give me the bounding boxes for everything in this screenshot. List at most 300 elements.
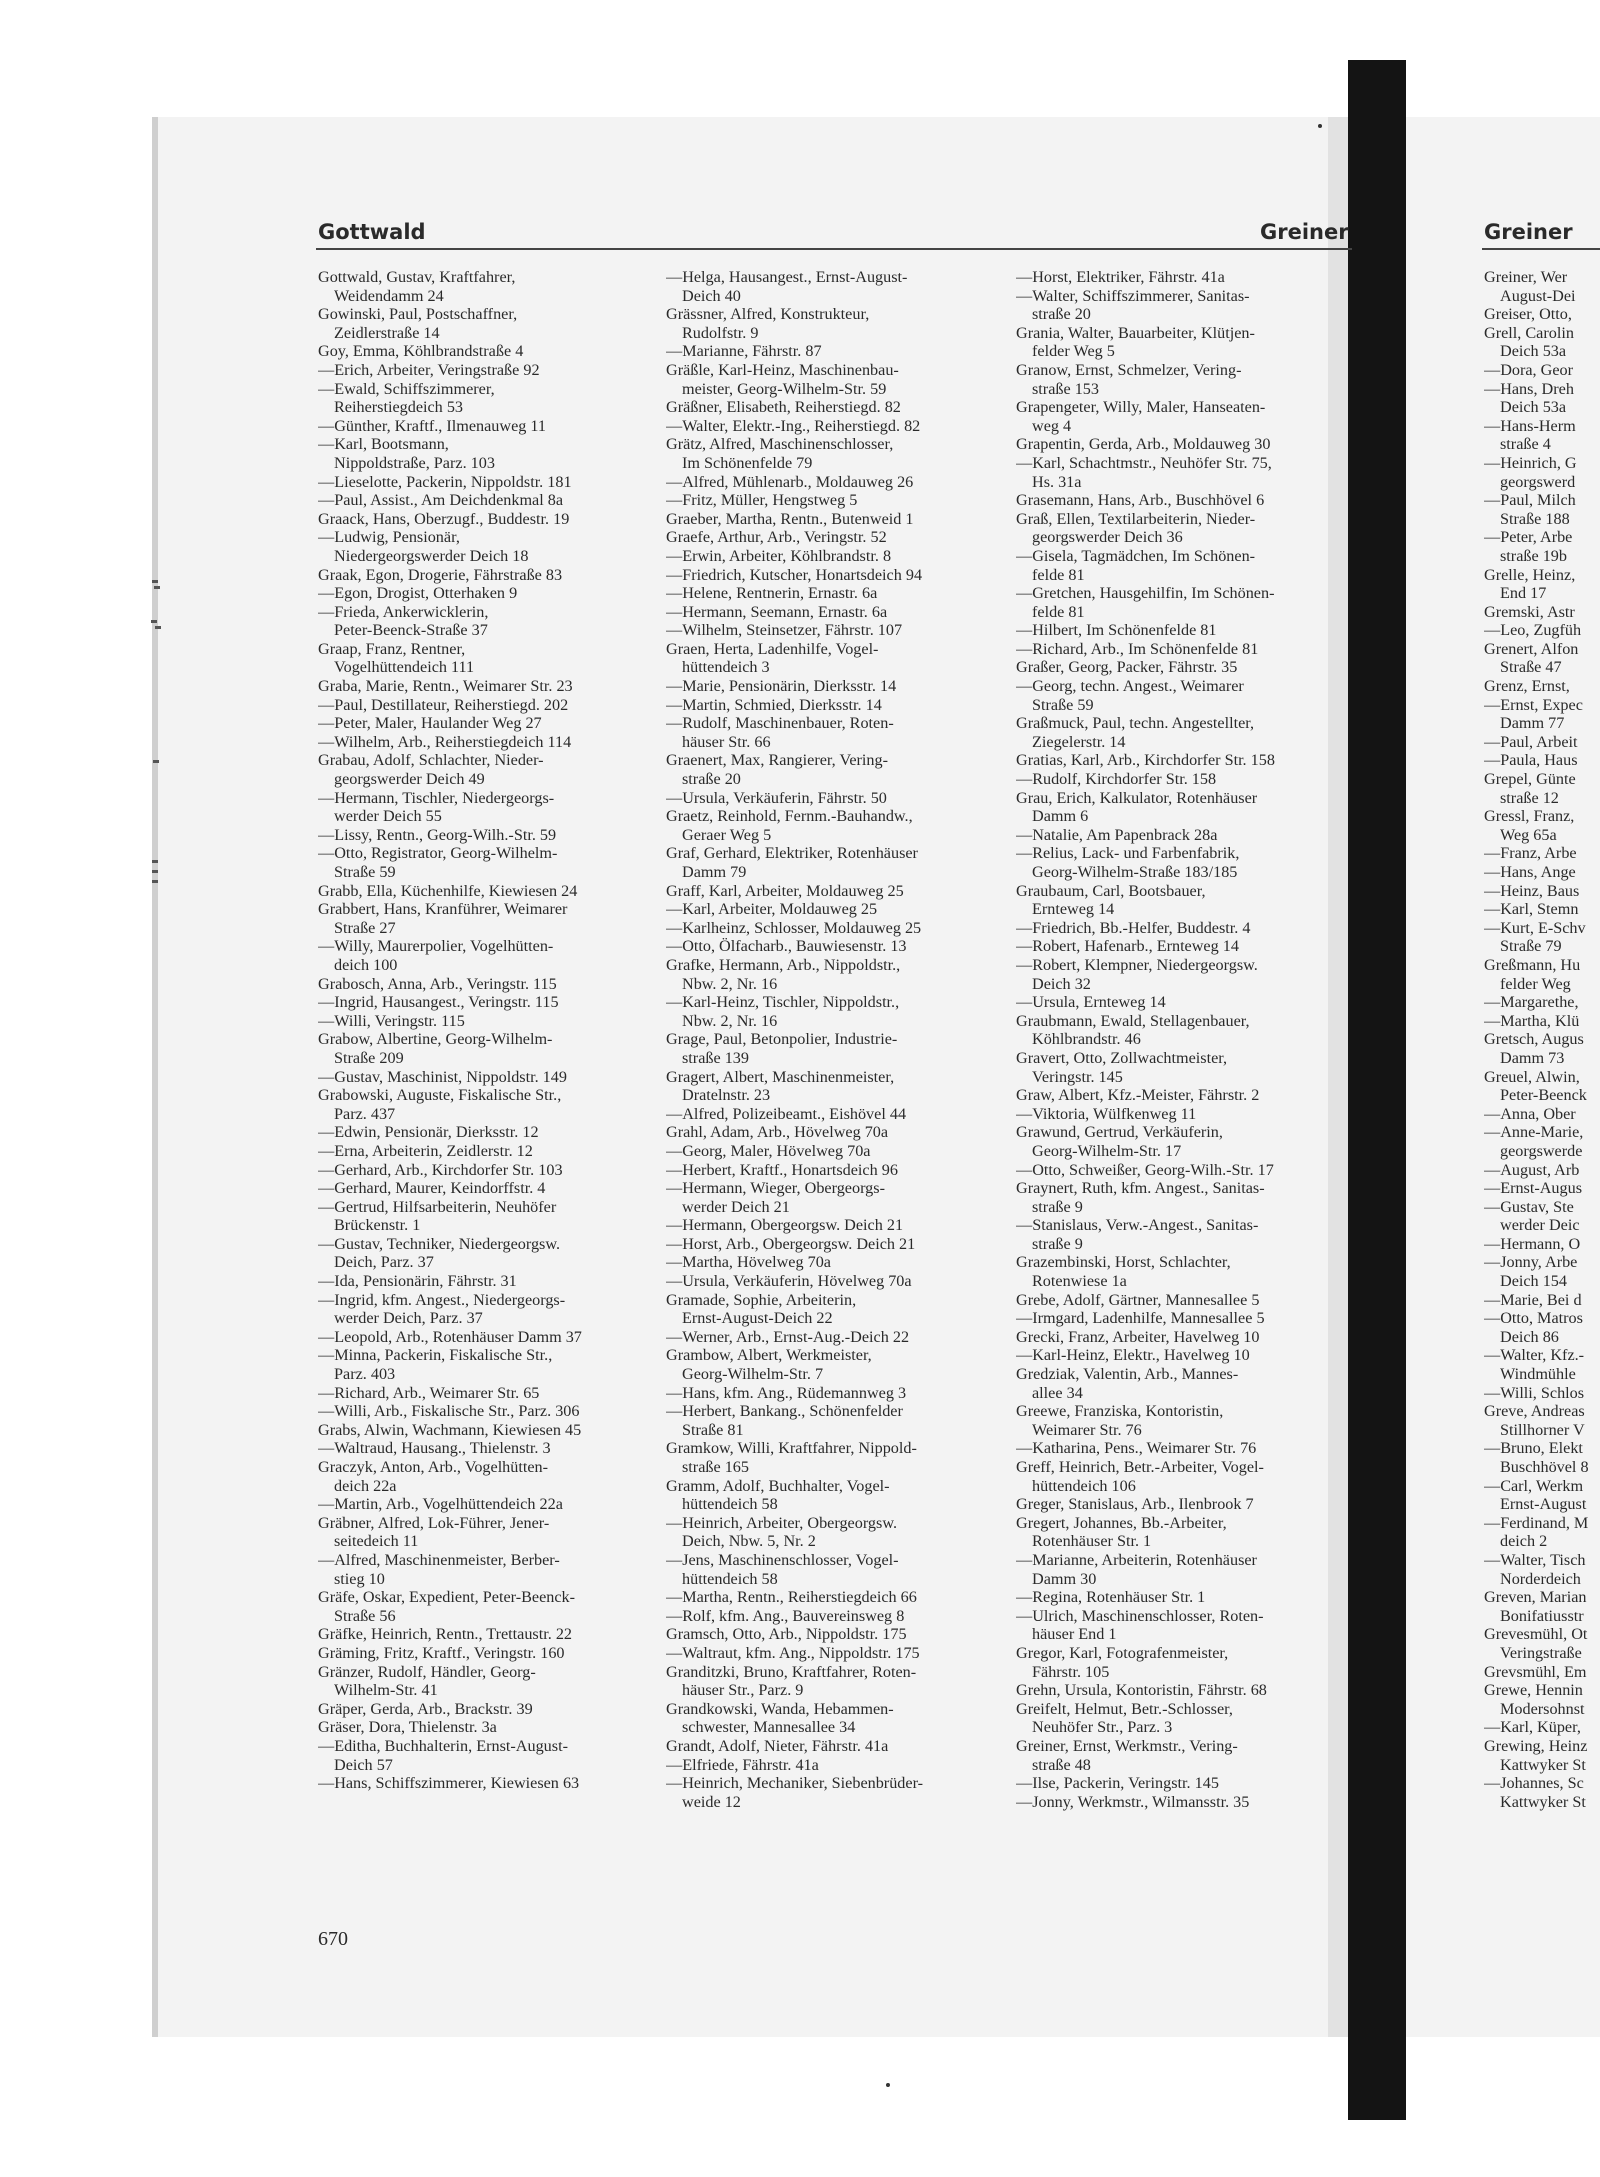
directory-entry: —Paul, Assist., Am Deichdenkmal 8a [318,491,564,510]
entry-continuation: georgswerder Deich 36 [1032,528,1183,547]
directory-entry: —Walter, Tisch [1484,1550,1586,1569]
directory-entry: —Ursula, Verkäuferin, Hövelweg 70a [666,1272,912,1291]
directory-entry: Grabowski, Auguste, Fiskalische Str., [318,1086,562,1105]
entry-continuation: Weidendamm 24 [334,286,444,305]
directory-entry: —Erich, Arbeiter, Veringstraße 92 [318,360,540,379]
entry-continuation: Deich 53a [1500,342,1567,361]
directory-entry: Grabau, Adolf, Schlachter, Nieder- [318,751,544,770]
directory-entry: Gregert, Johannes, Bb.-Arbeiter, [1016,1513,1227,1532]
directory-entry: Grewe, Hennin [1484,1681,1583,1700]
directory-entry: Grabb, Ella, Küchenhilfe, Kiewiesen 24 [318,881,578,900]
directory-entry: —Otto, Ölfacharb., Bauwiesenstr. 13 [666,937,907,956]
directory-entry: Grasemann, Hans, Arb., Buschhövel 6 [1016,491,1265,510]
directory-entry: —Gerhard, Maurer, Keindorffstr. 4 [318,1179,546,1198]
entry-continuation: Brückenstr. 1 [334,1216,421,1235]
directory-column-2 [666,268,1008,1811]
directory-entry: —Ida, Pensionärin, Fährstr. 31 [318,1272,517,1291]
directory-entry: —Jonny, Arbe [1484,1253,1578,1272]
directory-entry: Grawund, Gertrud, Verkäuferin, [1016,1123,1223,1142]
entry-continuation: Parz. 437 [334,1104,396,1123]
directory-entry: Grebe, Adolf, Gärtner, Mannesallee 5 [1016,1290,1260,1309]
entry-continuation: stieg 10 [334,1569,385,1588]
directory-entry: Grage, Paul, Betonpolier, Industrie- [666,1030,898,1049]
directory-entry: —Paula, Haus [1484,751,1578,770]
entry-continuation: Georg-Wilhelm-Str. 17 [1032,1141,1182,1160]
running-head-right: Greiner [1260,220,1349,244]
directory-entry: —Karl, Stemn [1484,900,1579,919]
entry-continuation: Straße 81 [682,1420,744,1439]
directory-entry: —Hans-Herm [1484,416,1576,435]
entry-continuation: deich 100 [334,955,398,974]
directory-entry: —Walter, Elektr.-Ing., Reiherstiegd. 82 [666,416,921,435]
directory-entry: —Anna, Ober [1484,1104,1576,1123]
directory-entry: —Walter, Kfz.- [1484,1346,1585,1365]
directory-entry: Graynert, Ruth, kfm. Angest., Sanitas- [1016,1179,1265,1198]
directory-entry: Gräßner, Elisabeth, Reiherstiegd. 82 [666,398,901,417]
entry-continuation: Niedergeorgswerder Deich 18 [334,546,529,565]
entry-continuation: straße 20 [1032,305,1091,324]
entry-continuation: Georg-Wilhelm-Straße 183/185 [1032,863,1238,881]
directory-entry: Gräfke, Heinrich, Rentn., Trettaustr. 22 [318,1625,573,1644]
directory-entry: Gräßle, Karl-Heinz, Maschinenbau- [666,360,899,379]
entry-continuation: weide 12 [682,1792,741,1811]
directory-entry: —Viktoria, Wülfkenweg 11 [1016,1104,1197,1123]
directory-entry: —Martha, Klü [1484,1011,1580,1030]
directory-entry: —Alfred, Mühlenarb., Moldauweg 26 [666,472,914,491]
entry-continuation: Veringstr. 145 [1032,1067,1123,1086]
entry-continuation: Reiherstiegdeich 53 [334,398,464,417]
directory-entry: —Erwin, Arbeiter, Köhlbrandstr. 8 [666,546,892,565]
entry-continuation: Damm 73 [1500,1048,1565,1067]
directory-entry: —Robert, Hafenarb., Ernteweg 14 [1016,937,1239,956]
directory-entry: —Franz, Arbe [1484,844,1577,863]
entry-continuation: Wilhelm-Str. 41 [334,1681,438,1700]
entry-continuation: August-Dei [1500,286,1576,305]
entry-continuation: Deich 154 [1500,1272,1567,1291]
directory-entry: Grazembinski, Horst, Schlachter, [1016,1253,1231,1272]
directory-entry: Grabow, Albertine, Georg-Wilhelm- [318,1030,553,1049]
entry-continuation: Modersohnst [1500,1699,1585,1718]
entry-continuation: hüttendeich 3 [682,658,770,677]
directory-entry: —Helene, Rentnerin, Ernastr. 6a [666,584,878,603]
directory-entry: Gottwald, Gustav, Kraftfahrer, [318,268,516,286]
directory-entry: Granditzki, Bruno, Kraftfahrer, Roten- [666,1662,917,1681]
entry-continuation: Rudolfstr. 9 [682,323,759,342]
directory-entry: —Lissy, Rentn., Georg-Wilh.-Str. 59 [318,825,557,844]
directory-entry: —Anne-Marie, [1484,1123,1584,1142]
directory-entry: —Peter, Maler, Haulander Weg 27 [318,714,542,733]
directory-entry: Graak, Egon, Drogerie, Fährstraße 83 [318,565,563,584]
entry-continuation: Köhlbrandstr. 46 [1032,1030,1141,1049]
directory-entry: Grevsmühl, Em [1484,1662,1587,1681]
directory-entry: —Ingrid, Hausangest., Veringstr. 115 [318,993,559,1012]
directory-entry: Graczyk, Anton, Arb., Vogelhütten- [318,1458,549,1476]
directory-entry: —Carl, Werkm [1484,1476,1584,1495]
directory-entry: —Ernst, Expec [1484,695,1583,714]
entry-continuation: Georg-Wilhelm-Str. 7 [682,1365,824,1384]
entry-continuation: Straße 56 [334,1606,396,1625]
directory-entry: —Paul, Arbeit [1484,732,1578,751]
entry-continuation: Rotenwiese 1a [1032,1272,1127,1291]
directory-entry: —Waltraud, Hausang., Thielenstr. 3 [318,1439,551,1458]
entry-continuation: Ernteweg 14 [1032,900,1115,919]
entry-continuation: Norderdeich [1500,1569,1581,1588]
directory-entry: —Wilhelm, Steinsetzer, Fährstr. 107 [666,621,903,640]
entry-continuation: straße 165 [682,1458,749,1476]
directory-entry: —Heinz, Baus [1484,881,1580,900]
entry-continuation: Stillhorner V [1500,1420,1585,1439]
directory-entry: —Rudolf, Maschinenbauer, Roten- [666,714,894,733]
directory-entry: —Leo, Zugfüh [1484,621,1582,640]
directory-entry: —Marie, Bei d [1484,1290,1582,1309]
directory-entry: —Ulrich, Maschinenschlosser, Roten- [1016,1606,1264,1625]
directory-entry: Gragert, Albert, Maschinenmeister, [666,1067,895,1086]
entry-continuation: straße 20 [682,770,741,789]
entry-continuation: Kattwyker St [1500,1792,1586,1811]
directory-entry: —Walter, Schiffszimmerer, Sanitas- [1016,286,1250,305]
directory-entry: —Horst, Elektriker, Fährstr. 41a [1016,268,1225,286]
directory-entry: Gräbner, Alfred, Lok-Führer, Jener- [318,1513,550,1532]
directory-entry: Grabs, Alwin, Wachmann, Kiewiesen 45 [318,1420,582,1439]
directory-entry: —Georg, Maler, Hövelweg 70a [666,1141,871,1160]
entry-continuation: Fährstr. 105 [1032,1662,1110,1681]
directory-entry: Greifelt, Helmut, Betr.-Schlosser, [1016,1699,1233,1718]
entry-continuation: hüttendeich 58 [682,1495,778,1514]
entry-continuation: Deich, Parz. 37 [334,1253,434,1272]
directory-entry: Graenert, Max, Rangierer, Vering- [666,751,888,770]
directory-entry: —Martin, Arb., Vogelhüttendeich 22a [318,1495,563,1514]
directory-entry: Greiner, Wer [1484,268,1568,286]
directory-entry: Grewing, Heinz [1484,1736,1588,1755]
header-rule [316,248,1352,250]
entry-continuation: Dratelnstr. 23 [682,1086,771,1105]
directory-entry: —Robert, Klempner, Niedergeorgsw. [1016,955,1258,974]
directory-entry: —Stanislaus, Verw.-Angest., Sanitas- [1016,1216,1259,1235]
entry-continuation: Straße 79 [1500,937,1562,956]
directory-entry: —Gustav, Ste [1484,1197,1574,1216]
entry-continuation: Vogelhüttendeich 111 [334,658,475,677]
entry-continuation: felder Weg [1500,974,1571,993]
entry-continuation: werder Deich 21 [682,1197,790,1216]
directory-entry: Gressl, Franz, [1484,807,1575,826]
directory-entry: Grecki, Franz, Arbeiter, Havelweg 10 [1016,1327,1260,1346]
entry-continuation: Geraer Weg 5 [682,825,772,844]
entry-continuation: werder Deich 55 [334,807,442,826]
directory-entry: —Otto, Schweißer, Georg-Wilh.-Str. 17 [1016,1160,1274,1179]
entry-continuation: häuser Str., Parz. 9 [682,1681,804,1700]
directory-entry: —Waltraut, kfm. Ang., Nippoldstr. 175 [666,1643,920,1662]
directory-entry: —Hermann, Obergeorgsw. Deich 21 [666,1216,904,1235]
entry-continuation: straße 139 [682,1048,749,1067]
entry-continuation: felder Weg 5 [1032,342,1115,361]
directory-column-3 [1016,268,1352,1811]
directory-entry: Greff, Heinrich, Betr.-Arbeiter, Vogel- [1016,1458,1264,1476]
directory-entry: Grau, Erich, Kalkulator, Rotenhäuser [1016,788,1258,807]
entry-continuation: Weg 65a [1500,825,1557,844]
entry-continuation: Neuhöfer Str., Parz. 3 [1032,1718,1173,1737]
directory-entry: —Regina, Rotenhäuser Str. 1 [1016,1588,1206,1607]
directory-entry: Gräper, Gerda, Arb., Brackstr. 39 [318,1699,533,1718]
directory-entry: Grapengeter, Willy, Maler, Hanseaten- [1016,398,1266,417]
directory-entry: Graap, Franz, Rentner, [318,639,466,658]
directory-entry: Gramkow, Willi, Kraftfahrer, Nippold- [666,1439,917,1458]
entry-continuation: werder Deic [1500,1216,1580,1235]
directory-entry: —Ilse, Packerin, Veringstr. 145 [1016,1774,1219,1793]
directory-entry: —Relius, Lack- und Farbenfabrik, [1016,844,1240,863]
directory-entry: —Minna, Packerin, Fiskalische Str., [318,1346,553,1365]
directory-entry: Graeber, Martha, Rentn., Butenweid 1 [666,509,914,528]
directory-entry: —Margarethe, [1484,993,1579,1012]
directory-entry: —Hans, Dreh [1484,379,1574,398]
directory-entry: Goy, Emma, Köhlbrandstraße 4 [318,342,524,361]
directory-entry: —Bruno, Elekt [1484,1439,1583,1458]
directory-entry: Graubaum, Carl, Bootsbauer, [1016,881,1206,900]
directory-entry: Grell, Carolin [1484,323,1574,342]
directory-entry: —Peter, Arbe [1484,528,1573,547]
directory-entry: —Willy, Maurerpolier, Vogelhütten- [318,937,554,956]
directory-entry: —Friedrich, Bb.-Helfer, Buddestr. 4 [1016,918,1251,937]
directory-entry: —Leopold, Arb., Rotenhäuser Damm 37 [318,1327,582,1346]
directory-entry: —Jens, Maschinenschlosser, Vogel- [666,1550,899,1569]
directory-entry: —Ingrid, kfm. Angest., Niedergeorgs- [318,1290,566,1309]
directory-entry: —Editha, Buchhalterin, Ernst-August- [318,1736,568,1755]
directory-entry: —Dora, Geor [1484,360,1573,379]
directory-entry: —Fritz, Müller, Hengstweg 5 [666,491,858,510]
directory-entry: —Lieselotte, Packerin, Nippoldstr. 181 [318,472,572,491]
scan-specks [150,560,162,900]
directory-entry: Greven, Marian [1484,1588,1587,1607]
entry-continuation: Deich 86 [1500,1327,1559,1346]
entry-continuation: häuser Str. 66 [682,732,771,751]
directory-entry: —Heinrich, Arbeiter, Obergeorgsw. [666,1513,898,1532]
directory-entry: —Hermann, Seemann, Ernastr. 6a [666,602,888,621]
directory-entry: Gränzer, Rudolf, Händler, Georg- [318,1662,536,1681]
directory-entry: Greßmann, Hu [1484,955,1581,974]
entry-continuation: straße 9 [1032,1197,1083,1216]
directory-entry: —Alfred, Maschinenmeister, Berber- [318,1550,560,1569]
directory-entry: Graw, Albert, Kfz.-Meister, Fährstr. 2 [1016,1086,1260,1105]
directory-entry: —Heinrich, Mechaniker, Siebenbrüder- [666,1774,924,1793]
directory-entry: —Gretchen, Hausgehilfin, Im Schönen- [1016,584,1275,603]
directory-entry: —Ursula, Verkäuferin, Fährstr. 50 [666,788,887,807]
entry-continuation: straße 153 [1032,379,1099,398]
entry-continuation: weg 4 [1032,416,1072,435]
directory-column-1 [318,268,658,1793]
directory-entry: —Alfred, Polizeibeamt., Eishövel 44 [666,1104,907,1123]
entry-continuation: Deich, Nbw. 5, Nr. 2 [682,1532,816,1551]
entry-continuation: End 17 [1500,584,1547,603]
directory-entry: Greiser, Otto, [1484,305,1572,324]
directory-entry: —Willi, Veringstr. 115 [318,1011,465,1030]
entry-continuation: Straße 188 [1500,509,1570,528]
directory-entry: —Karlheinz, Schlosser, Moldauweg 25 [666,918,922,937]
entry-continuation: Nbw. 2, Nr. 16 [682,1011,778,1030]
directory-entry: Gretsch, Augus [1484,1030,1584,1049]
entry-continuation: allee 34 [1032,1383,1083,1402]
entry-continuation: Hs. 31a [1032,472,1082,491]
entry-continuation: Ernst-August [1500,1495,1587,1514]
directory-entry: Grandt, Adolf, Nieter, Fährstr. 41a [666,1736,889,1755]
directory-entry: Gramade, Sophie, Arbeiterin, [666,1290,857,1309]
directory-entry: —Karl, Bootsmann, [318,435,449,454]
directory-entry: —Gerhard, Arb., Kirchdorfer Str. 103 [318,1160,563,1179]
entry-continuation: felde 81 [1032,565,1085,584]
entry-continuation: Deich 32 [1032,974,1091,993]
entry-continuation: deich 22a [334,1476,397,1495]
entry-continuation: schwester, Mannesallee 34 [682,1718,856,1737]
directory-entry: Grabbert, Hans, Kranführer, Weimarer [318,900,568,919]
entry-continuation: Straße 59 [1032,695,1094,714]
directory-entry: —Werner, Arb., Ernst-Aug.-Deich 22 [666,1327,910,1346]
directory-entry: —Ludwig, Pensionär, [318,528,460,547]
entry-continuation: deich 2 [1500,1532,1548,1551]
directory-entry: —Ernst-Augus [1484,1179,1583,1198]
directory-entry: Gowinski, Paul, Postschaffner, [318,305,518,324]
directory-entry: —Karl, Schachtmstr., Neuhöfer Str. 75, [1016,453,1272,472]
entry-continuation: Ziegelerstr. 14 [1032,732,1126,751]
directory-entry: —Elfriede, Fährstr. 41a [666,1755,819,1774]
entry-continuation: Peter-Beenck [1500,1086,1587,1105]
directory-entry: —Willi, Arb., Fiskalische Str., Parz. 306 [318,1402,580,1421]
directory-entry: —Gustav, Maschinist, Nippoldstr. 149 [318,1067,567,1086]
directory-entry: —Edwin, Pensionär, Dierksstr. 12 [318,1123,539,1142]
directory-entry: —Hans, Schiffszimmerer, Kiewiesen 63 [318,1774,580,1793]
directory-entry: Grenert, Alfon [1484,639,1579,658]
scan-speck [1318,124,1322,128]
directory-entry: —Karl-Heinz, Tischler, Nippoldstr., [666,993,900,1012]
directory-entry: —Katharina, Pens., Weimarer Str. 76 [1016,1439,1257,1458]
directory-entry: Gratias, Karl, Arb., Kirchdorfer Str. 158 [1016,751,1275,770]
directory-entry: Gräser, Dora, Thielenstr. 3a [318,1718,497,1737]
directory-entry: —Karl, Küper, [1484,1718,1581,1737]
directory-entry: Greuel, Alwin, [1484,1067,1580,1086]
entry-continuation: straße 12 [1500,788,1559,807]
directory-entry: —Marianne, Fährstr. 87 [666,342,822,361]
directory-entry: Greewe, Franziska, Kontoristin, [1016,1402,1224,1421]
directory-entry: —Willi, Schlos [1484,1383,1585,1402]
book-gutter [1348,60,1406,2120]
directory-entry: Graff, Karl, Arbeiter, Moldauweg 25 [666,881,904,900]
directory-entry: —Irmgard, Ladenhilfe, Mannesallee 5 [1016,1309,1265,1328]
directory-entry: —Gertrud, Hilfsarbeiterin, Neuhöfer [318,1197,557,1216]
directory-entry: —Martha, Rentn., Reiherstiegdeich 66 [666,1588,917,1607]
directory-entry: —Karl, Arbeiter, Moldauweg 25 [666,900,878,919]
directory-entry: Grandkowski, Wanda, Hebammen- [666,1699,894,1718]
entry-continuation: Ernst-August-Deich 22 [682,1309,833,1328]
entry-continuation: Nippoldstraße, Parz. 103 [334,453,495,472]
directory-entry: —Richard, Arb., Im Schönenfelde 81 [1016,639,1259,658]
directory-entry: —Paul, Milch [1484,491,1576,510]
directory-entry: —Friedrich, Kutscher, Honartsdeich 94 [666,565,923,584]
directory-entry: Grapentin, Gerda, Arb., Moldauweg 30 [1016,435,1271,454]
entry-continuation: straße 48 [1032,1755,1091,1774]
entry-continuation: felde 81 [1032,602,1085,621]
right-page-header-rule [1482,248,1600,250]
directory-entry: —Martin, Schmied, Dierksstr. 14 [666,695,882,714]
directory-entry: Granow, Ernst, Schmelzer, Vering- [1016,360,1242,379]
entry-continuation: Damm 6 [1032,807,1089,826]
directory-entry: Grepel, Günte [1484,770,1576,789]
directory-entry: Grenz, Ernst, [1484,677,1570,696]
directory-entry: Graefe, Arthur, Arb., Veringstr. 52 [666,528,887,547]
directory-entry: —Richard, Arb., Weimarer Str. 65 [318,1383,540,1402]
directory-entry: Gravert, Otto, Zollwachtmeister, [1016,1048,1228,1067]
directory-entry: Graßmuck, Paul, techn. Angestellter, [1016,714,1255,733]
right-page-running-head: Greiner [1484,220,1573,244]
page-number: 670 [318,1928,348,1950]
entry-continuation: werder Deich, Parz. 37 [334,1309,483,1328]
directory-entry: Grabosch, Anna, Arb., Veringstr. 115 [318,974,557,993]
entry-continuation: Rotenhäuser Str. 1 [1032,1532,1152,1551]
directory-entry: Grevesmühl, Ot [1484,1625,1588,1644]
directory-entry: —Natalie, Am Papenbrack 28a [1016,825,1218,844]
entry-continuation: häuser End 1 [1032,1625,1117,1644]
directory-entry: —Ursula, Ernteweg 14 [1016,993,1166,1012]
entry-continuation: Deich 57 [334,1755,393,1774]
directory-entry: —Günther, Kraftf., Ilmenauweg 11 [318,416,546,435]
directory-entry: —Kurt, E-Schv [1484,918,1586,937]
directory-entry: —August, Arb [1484,1160,1580,1179]
entry-continuation: straße 19b [1500,546,1567,565]
directory-entry: —Helga, Hausangest., Ernst-August- [666,268,908,286]
scan-speck [886,2083,890,2087]
entry-continuation: Windmühle [1500,1365,1576,1384]
entry-continuation: Buschhövel 8 [1500,1458,1589,1476]
entry-continuation: straße 4 [1500,435,1551,454]
directory-entry: —Rudolf, Kirchdorfer Str. 158 [1016,770,1217,789]
entry-continuation: Deich 53a [1500,398,1567,417]
entry-continuation: georgswerd [1500,472,1576,491]
directory-entry: Grafke, Hermann, Arb., Nippoldstr., [666,955,901,974]
directory-entry: —Ferdinand, M [1484,1513,1589,1532]
directory-entry: —Gisela, Tagmädchen, Im Schönen- [1016,546,1256,565]
directory-entry: Graubmann, Ewald, Stellagenbauer, [1016,1011,1250,1030]
entry-continuation: seitedeich 11 [334,1532,419,1551]
entry-continuation: Straße 59 [334,863,396,881]
directory-entry: —Egon, Drogist, Otterhaken 9 [318,584,518,603]
entry-continuation: Damm 79 [682,863,747,881]
directory-entry: Gredziak, Valentin, Arb., Mannes- [1016,1365,1239,1384]
directory-entry: Grätz, Alfred, Maschinenschlosser, [666,435,894,454]
directory-entry: Graß, Ellen, Textilarbeiterin, Nieder- [1016,509,1256,528]
directory-entry: —Erna, Arbeiterin, Zeidlerstr. 12 [318,1141,533,1160]
right-page-column [1484,268,1600,1811]
directory-entry: —Rolf, kfm. Ang., Bauvereinsweg 8 [666,1606,905,1625]
entry-continuation: hüttendeich 106 [1032,1476,1136,1495]
directory-entry: —Otto, Matros [1484,1309,1583,1328]
directory-entry: Graßer, Georg, Packer, Fährstr. 35 [1016,658,1238,677]
entry-continuation: Damm 77 [1500,714,1565,733]
entry-continuation: straße 9 [1032,1234,1083,1253]
directory-entry: Grania, Walter, Bauarbeiter, Klütjen- [1016,323,1255,342]
directory-entry: —Frieda, Ankerwicklerin, [318,602,489,621]
entry-continuation: Kattwyker St [1500,1755,1586,1774]
entry-continuation: Straße 209 [334,1048,404,1067]
directory-entry: —Hilbert, Im Schönenfelde 81 [1016,621,1217,640]
entry-continuation: Straße 47 [1500,658,1562,677]
directory-entry: Gramsch, Otto, Arb., Nippoldstr. 175 [666,1625,907,1644]
directory-entry: Greve, Andreas [1484,1402,1585,1421]
directory-entry: Graba, Marie, Rentn., Weimarer Str. 23 [318,677,573,696]
directory-entry: —Hermann, Wieger, Obergeorgs- [666,1179,885,1198]
directory-entry: —Paul, Destillateur, Reiherstiegd. 202 [318,695,569,714]
directory-entry: Greiner, Ernst, Werkmstr., Vering- [1016,1736,1238,1755]
entry-continuation: georgswerder Deich 49 [334,770,485,789]
directory-entry: —Ewald, Schiffszimmerer, [318,379,495,398]
entry-continuation: Parz. 403 [334,1365,396,1384]
directory-entry: —Hermann, O [1484,1234,1581,1253]
directory-entry: —Hermann, Tischler, Niedergeorgs- [318,788,555,807]
